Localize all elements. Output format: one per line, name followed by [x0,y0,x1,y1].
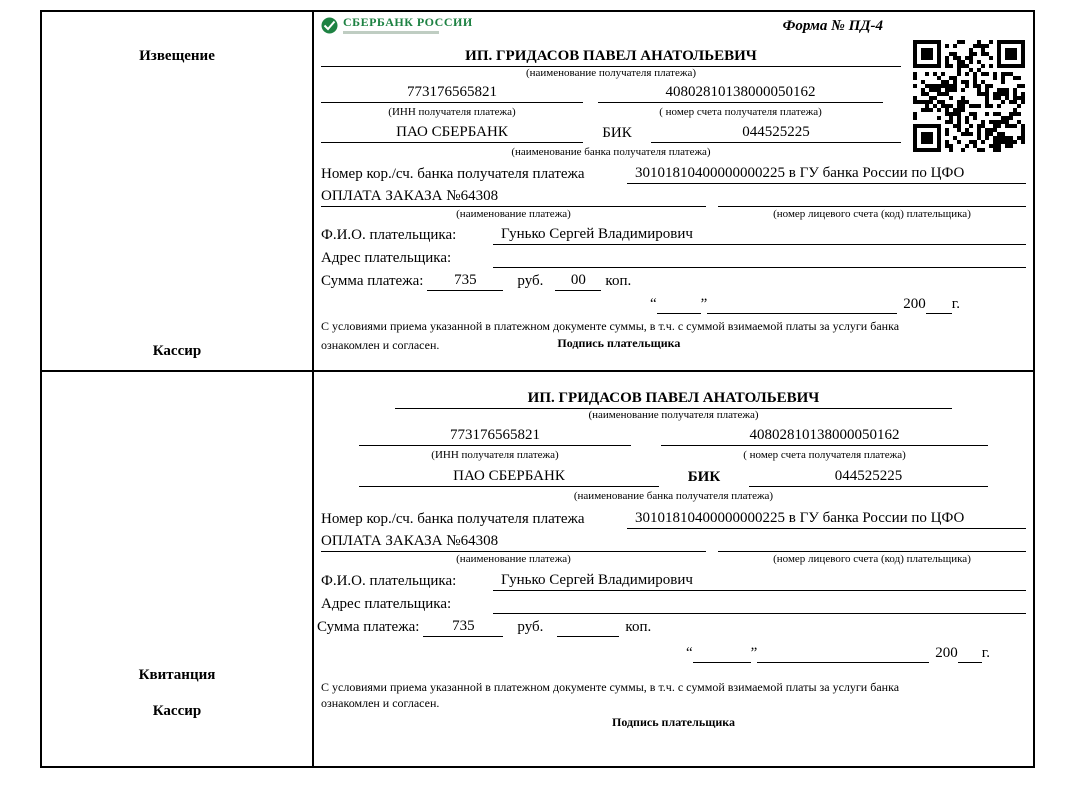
recipient-account-value: 40802810138000050162 [598,83,883,103]
notice-section [40,10,1035,372]
signature-label: Подпись плательщика [612,715,735,729]
date-year-prefix: 200 [935,645,958,661]
date-year-blank [926,294,952,314]
payer-address-value [493,248,1026,268]
personal-account-caption: (номер лицевого счета (код) плательщика) [773,553,971,565]
payment-sum-label: Сумма платежа: [317,619,420,635]
notice-title: Извещение [139,48,215,64]
payment-purpose-caption: (наименование платежа) [456,208,571,220]
sberbank-logo-icon [321,17,338,34]
date-month-blank [757,643,929,663]
sberbank-logo-text: СБЕРБАНК РОССИИ [343,15,473,29]
receipt-title: Квитанция [138,667,216,683]
sberbank-logo [321,16,473,34]
recipient-name-caption: (наименование получателя платежа) [525,67,697,79]
sum-rub-value: 735 [423,617,503,637]
bik-label: БИК [602,125,632,141]
recipient-inn-value: 773176565821 [359,426,631,446]
sum-kop-value: 00 [555,271,601,291]
corr-account-label: Номер кор./сч. банка получателя платежа [321,166,585,182]
payer-name-label: Ф.И.О. плательщика: [321,227,457,243]
sum-rub-value: 735 [427,271,503,291]
notice-cashier-label: Кассир [152,343,202,359]
payment-sum-label: Сумма платежа: [321,273,424,289]
recipient-name: ИП. ГРИДАСОВ ПАВЕЛ АНАТОЛЬЕВИЧ [321,46,901,67]
bank-name-caption: (наименование банка получателя платежа) [573,490,774,502]
corr-account-value: 30101810400000000225 в ГУ банка России по ЦФО [627,164,1026,184]
payment-purpose-value: ОПЛАТА ЗАКАЗА №64308 [321,532,706,552]
bik-label: БИК [687,469,721,485]
corr-account-label: Номер кор./сч. банка получателя платежа [321,511,585,527]
bank-name-value: ПАО СБЕРБАНК [321,123,583,143]
bank-name-caption: (наименование банка получателя платежа) [511,146,711,158]
payer-name-label: Ф.И.О. плательщика: [321,573,457,589]
date-month-blank [707,294,897,314]
date-year-suffix: г. [981,645,990,661]
date-day-blank [693,643,751,663]
date-quote-open: “ [685,645,693,661]
inn-caption: (ИНН получателя платежа) [431,449,559,461]
recipient-inn-value: 773176565821 [321,83,583,103]
notice-left-column [42,12,314,370]
payer-name-value: Гунько Сергей Владимирович [493,571,1026,591]
date-year-suffix: г. [951,296,960,312]
bank-name-value: ПАО СБЕРБАНК [359,467,659,487]
payment-purpose-value: ОПЛАТА ЗАКАЗА №64308 [321,187,706,207]
sum-kop-blank [557,617,619,637]
date-year-prefix: 200 [903,296,926,312]
signature-label: Подпись плательщика [557,336,681,350]
payment-purpose-caption: (наименование платежа) [456,553,571,565]
inn-caption: (ИНН получателя платежа) [388,106,516,118]
qr-code [913,40,1025,152]
agreement-text-line2: ознакомлен и согласен. [321,338,440,352]
corr-account-value: 30101810400000000225 в ГУ банка России по ЦФО [627,509,1026,529]
account-caption: ( номер счета получателя платежа) [659,106,822,118]
recipient-account-value: 40802810138000050162 [661,426,988,446]
recipient-name-caption: (наименование получателя платежа) [588,409,759,421]
date-quote-close: ” [750,645,758,661]
kop-label: коп. [605,273,632,289]
payer-address-label: Адрес плательщика: [321,250,452,266]
notice-form-body [314,12,1033,370]
rub-label: руб. [517,619,544,635]
agreement-text-line1: С условиями приема указанной в платежном документе суммы, в т.ч. с суммой взимаемой платы за услуги банка [321,680,900,694]
payer-name-value: Гунько Сергей Владимирович [493,225,1026,245]
form-number: Форма № ПД-4 [782,18,883,34]
personal-account-caption: (номер лицевого счета (код) плательщика) [773,208,971,220]
date-day-blank [657,294,701,314]
sberbank-logo-subtext-bar [343,31,439,34]
bik-value: 044525225 [749,467,988,487]
account-caption: ( номер счета получателя платежа) [743,449,906,461]
rub-label: руб. [517,273,544,289]
date-quote-close: ” [700,296,708,312]
bik-value: 044525225 [651,123,901,143]
payer-address-value [493,594,1026,614]
receipt-section [40,370,1035,768]
recipient-name: ИП. ГРИДАСОВ ПАВЕЛ АНАТОЛЬЕВИЧ [395,388,952,409]
agreement-text-line2: ознакомлен и согласен. [321,696,440,710]
kop-label: коп. [625,619,652,635]
payer-address-label: Адрес плательщика: [321,596,452,612]
receipt-left-column [42,372,314,766]
receipt-cashier-label: Кассир [152,703,202,719]
receipt-form-body [314,372,1033,766]
date-quote-open: “ [649,296,657,312]
date-year-blank [958,643,982,663]
agreement-text-line1: С условиями приема указанной в платежном документе суммы, в т.ч. с суммой взимаемой платы за услуги банка [321,319,900,333]
